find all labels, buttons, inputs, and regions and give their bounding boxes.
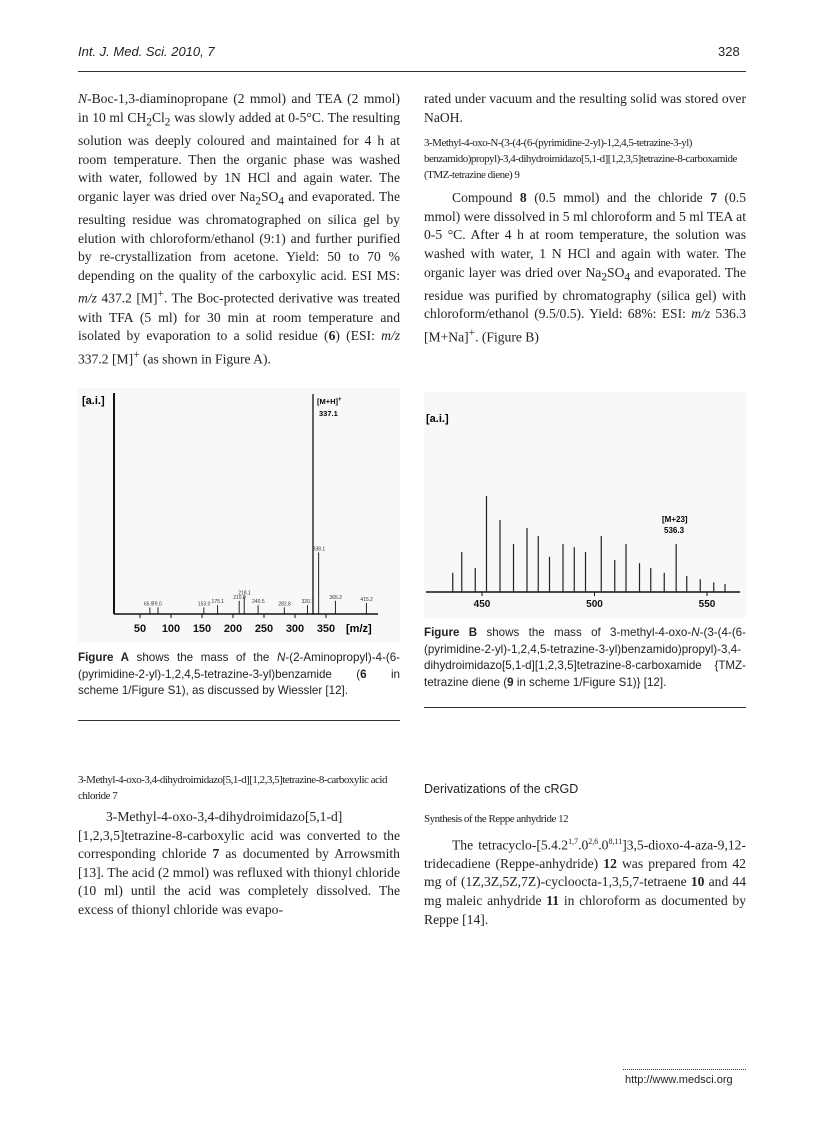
figure-a-peak-mz-label: 320.1 <box>301 599 314 606</box>
figure-a-tick-label: 50 <box>133 623 147 635</box>
figure-a-tick-label: 200 <box>223 623 243 635</box>
section-heading-chloride-7: 3-Methyl-4-oxo-3,4-dihydroimidazo[5,1-d][1,2,3,5]tetrazine-8-carboxylic acid chloride 7 <box>78 774 387 802</box>
figure-a-peak-mz-label: 218.1 <box>238 590 251 597</box>
figure-a-tick-label: 100 <box>161 623 181 635</box>
figure-a-peak-mz-label: 210.0 <box>233 594 246 601</box>
journal-name: Int. J. Med. Sci. <box>78 44 168 59</box>
paragraph-boc-synthesis: N-Boc-1,3-diaminopropane (2 mmol) and TEA (2 mmol) in 10 ml $CH_2Cl_2$ was slowly added at 0-5°C. The resulting solution was deeply coloured and maintained for 4 h at room temperature. Then the organic phase was washed with water, followed by 1N HCl and again water. The organic layer was dried over $Na_2SO_4$ and evaporated. The resulting residue was chromatographed on silica gel by elution with chloroform/ethanol (9:1) and further purified by re-crystallization from acetone. Yield: 50 to 70 % depending on the quality of the carboxylic acid. ESI MS: m/z 437.2 [M]+. The Boc-protected derivative was treated with TFA (5 ml) for 30 min at room temperature and isolated by evaporation to a solid residue (6) (ESI: m/z 337.2 [M]+ (as shown in Figure A). <box>78 91 400 367</box>
figure-a-tick-label: 250 <box>254 623 274 635</box>
figure-a-peak-mz-label: 282.8 <box>278 601 291 608</box>
figure-a-peak-mz-label: 240.5 <box>252 599 265 606</box>
figure-a-rule <box>78 720 400 721</box>
figure-a-chart <box>78 388 400 643</box>
right-column-text <box>424 90 746 347</box>
figure-a-tick-label: 300 <box>285 623 305 635</box>
figure-a-tick-label: 350 <box>316 623 336 635</box>
header-rule <box>78 71 746 72</box>
figure-b-rule <box>424 707 746 708</box>
left-column-text <box>78 90 400 369</box>
figure-a-peak-mz-label: 175.1 <box>211 599 225 606</box>
figure-b-caption: Figure B shows the mass of 3-methyl-4-oxo-N-(3-(4-(6-(pyrimidine-2-yl)-1,2,4,5-tetrazine-3-yl)benzamido)propyl)-3,4-dihydroimidazo[5,1-d][1,2,3,5]tetrazine-8-carboxamide {TMZ-tetrazine diene (9 in scheme 1/Figure S1)} [12]. <box>424 626 746 689</box>
figure-a-peak-label: [M+H]+ <box>317 397 342 406</box>
figure-a-x-label: [m/z] <box>346 623 372 635</box>
figure-b-peak-label: [M+23] <box>662 515 688 524</box>
figure-a-peak-mz-label: 79.0 <box>151 601 162 608</box>
section-heading-crgd: Derivatizations of the cRGD <box>424 782 579 796</box>
figure-b-tick-label: 450 <box>473 599 491 610</box>
section-heading-compound-9: 3-Methyl-4-oxo-N-(3-(4-(6-(pyrimidine-2-yl)-1,2,4,5-tetrazine-3-yl) benzamido)propyl)-3,4-dihydroimidazo[5,1-d][1,2,3,5]tetrazine-8-carboxamide (TMZ-tetrazine diene) 9 <box>424 137 737 182</box>
paragraph-reppe-anhydride: The tetracyclo-[5.4.2$^{1,7}$.0$^{2,6}$.0$^{8,11}$]3,5-dioxo-4-aza-9,12-tridecadiene (Reppe-anhydride) 12 was prepared from 42 mg of (1Z,3Z,5Z,7Z)-cycloocta-1,3,5,7-tetraene 10 and 44 mg maleic anhydride 11 in chloroform as documented by Reppe [14]. <box>424 836 746 927</box>
figure-a-peak-mz-label: 415.2 <box>360 597 373 603</box>
figure-a-spectrum <box>78 388 400 643</box>
paragraph-continued: rated under vacuum and the resulting solid was stored over NaOH. <box>424 91 746 125</box>
figure-b-tick-label: 550 <box>698 599 716 610</box>
lower-right-text <box>424 780 746 929</box>
figure-a-y-label: [a.i.] <box>82 395 105 407</box>
subsection-heading-reppe: Synthesis of the Reppe anhydride 12 <box>424 812 569 825</box>
figure-a-caption: Figure A shows the mass of the N-(2-Aminopropyl)-4-(6-(pyrimidine-2-yl)-1,2,4,5-tetrazine-3-yl)benzamide (6 in scheme 1/Figure S1), as discussed by Wiessler [12]. <box>78 651 401 697</box>
figure-a-peak-mz: 337.1 <box>319 409 338 418</box>
figure-a-peak-mz-label: 338.1 <box>312 546 326 553</box>
figure-a-tick-label: 150 <box>192 623 212 635</box>
figure-b-tick-label: 500 <box>586 599 603 610</box>
figure-a-peak-mz-label: 153.0 <box>197 601 211 608</box>
figure-b-chart <box>424 392 746 618</box>
page-number: 328 <box>718 44 740 59</box>
figure-b-peak-mz: 536.3 <box>664 526 685 535</box>
paragraph-compound-9: Compound 8 (0.5 mmol) and the chloride 7 (0.5 mmol) were dissolved in 5 ml chloroform and 5 ml TEA at 0-5 °C. After 4 h at room temperature, the solution was washed with water, 1 N HCl and again with water. The organic layer was dried over $Na_2SO_4$ and evaporated. The residue was purified by chromatography (silica gel) with chloroform/ethanol (9.5/0.5). Yield: 68%: ESI: m/z 536.3 [M+Na]+. (Figure B) <box>424 190 747 345</box>
figure-a-peak-mz-label: 65.9 <box>143 601 154 608</box>
running-header <box>78 44 215 59</box>
footer-rule <box>623 1069 746 1070</box>
figure-b-spectrum <box>424 392 746 618</box>
figure-a-peak-mz-label: 365.2 <box>329 594 342 601</box>
paragraph-chloride-7: 3-Methyl-4-oxo-3,4-dihydroimidazo[5,1-d][1,2,3,5]tetrazine-8-carboxylic acid was converted to the corresponding chloride 7 as documented by Arrowsmith [13]. The acid (2 mmol) was refluxed with thionyl chloride (10 ml) until the acid was completely dissolved. The excess of thionyl chloride was evapo- <box>78 809 400 917</box>
journal-year-volume: 2010, 7 <box>171 44 215 59</box>
lower-left-text <box>78 772 400 920</box>
footer-url[interactable]: http://www.medsci.org <box>625 1074 733 1086</box>
figure-b-y-label: [a.i.] <box>426 413 449 425</box>
